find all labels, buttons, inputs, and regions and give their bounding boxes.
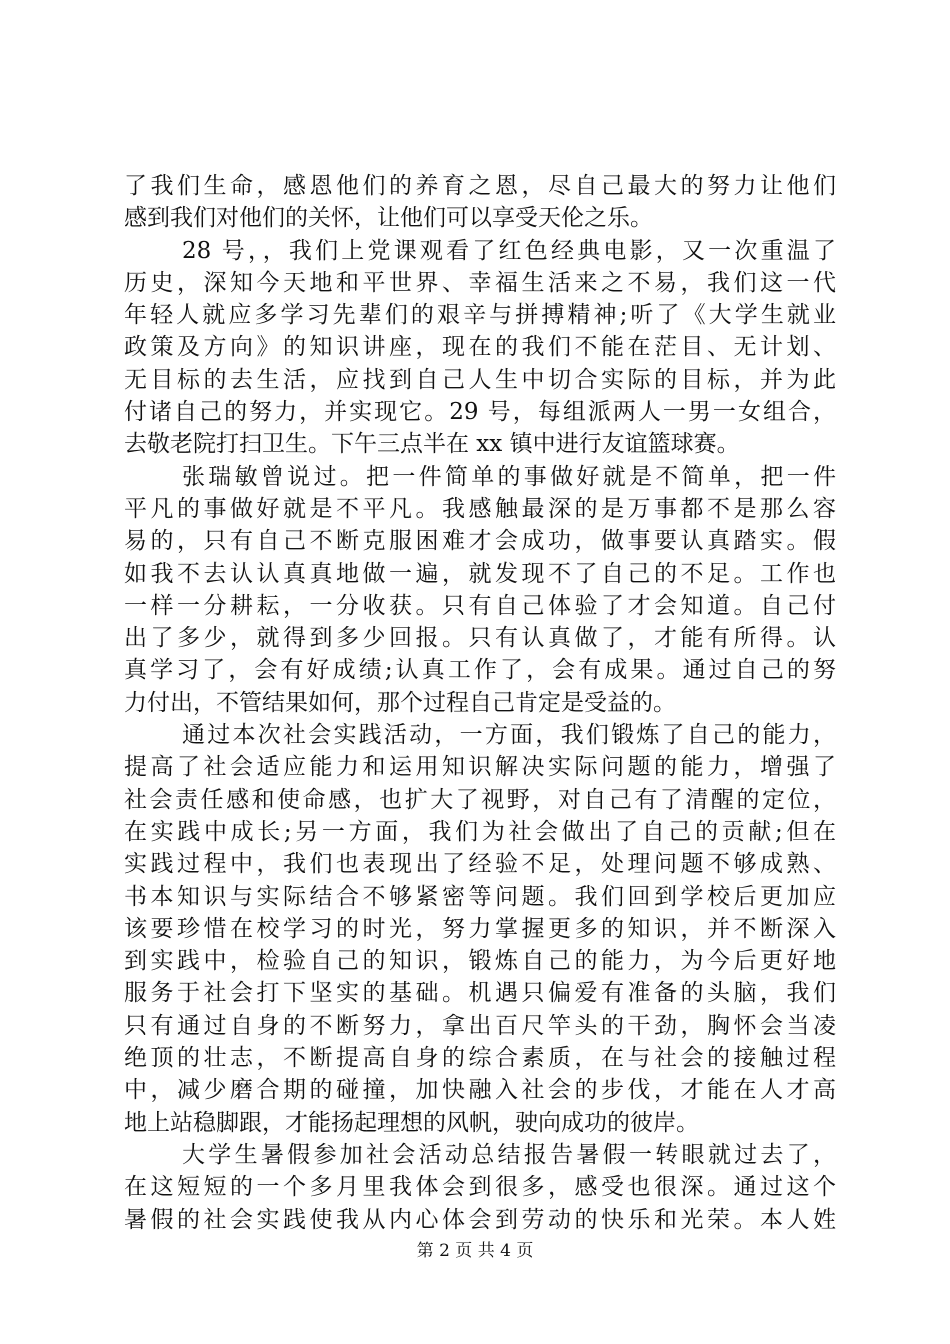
text-line: 去敬老院打扫卫生。下午三点半在 xx 镇中进行友谊篮球赛。 [124, 431, 740, 458]
text-line: 感到我们对他们的关怀，让他们可以享受天伦之乐。 [124, 205, 653, 232]
text-line: 一样一分耕耘，一分收获。只有自己体验了才会知道。自己付 [124, 592, 836, 619]
text-line: 平凡的事做好就是不平凡。我感触最深的是万事都不是那么容 [124, 495, 836, 522]
text-line: 易的，只有自己不断克服困难才会成功，做事要认真踏实。假 [124, 528, 836, 555]
text-line: 无目标的去生活，应找到自己人生中切合实际的目标，并为此 [124, 366, 836, 393]
text-line: 了我们生命，感恩他们的养育之恩，尽自己最大的努力让他们 [124, 173, 836, 199]
text-line: 出了多少，就得到多少回报。只有认真做了，才能有所得。认 [124, 625, 836, 652]
text-line: 暑假的社会实践使我从内心体会到劳动的快乐和光荣。本人姓 [124, 1206, 836, 1233]
text-line: 提高了社会适应能力和运用知识解决实际问题的能力，增强了 [124, 754, 836, 781]
text-line: 实践过程中，我们也表现出了经验不足，处理问题不够成熟、 [124, 851, 836, 878]
page-number: 第 2 页 共 4 页 [416, 1241, 534, 1261]
text-line: 历史，深知今天地和平世界、幸福生活来之不易，我们这一代 [124, 269, 836, 296]
text-line: 年轻人就应多学习先辈们的艰辛与拼搏精神;听了《大学生就业 [124, 302, 836, 329]
document-body [124, 170, 836, 1236]
text-line: 中，减少磨合期的碰撞，加快融入社会的步伐，才能在人才高 [124, 1077, 836, 1104]
text-line: 地上站稳脚跟，才能扬起理想的风帆，驶向成功的彼岸。 [124, 1109, 699, 1136]
text-line: 绝顶的壮志，不断提高自身的综合素质，在与社会的接触过程 [124, 1045, 836, 1072]
text-line: 张瑞敏曾说过。把一件简单的事做好就是不简单，把一件 [182, 463, 836, 490]
text-line: 付诸自己的努力，并实现它。29 号，每组派两人一男一女组合， [124, 399, 836, 426]
text-line: 政策及方向》的知识讲座，现在的我们不能在茫目、无计划、 [124, 334, 836, 361]
text-line: 力付出，不管结果如何，那个过程自己肯定是受益的。 [124, 689, 676, 716]
text-line: 28 号，，我们上党课观看了红色经典电影，又一次重温了 [182, 237, 836, 264]
text-line: 该要珍惜在校学习的时光，努力掌握更多的知识，并不断深入 [124, 915, 836, 942]
text-line: 到实践中，检验自己的知识，锻炼自己的能力，为今后更好地 [124, 948, 836, 975]
text-line: 通过本次社会实践活动，一方面，我们锻炼了自己的能力， [182, 722, 836, 749]
text-line: 书本知识与实际结合不够紧密等问题。我们回到学校后更加应 [124, 883, 836, 910]
text-line: 服务于社会打下坚实的基础。机遇只偏爱有准备的头脑，我们 [124, 980, 836, 1007]
text-line: 只有通过自身的不断努力，拿出百尺竿头的干劲，胸怀会当凌 [124, 1012, 836, 1039]
page-footer [0, 1240, 950, 1262]
text-line: 在实践中成长;另一方面，我们为社会做出了自己的贡献;但在 [124, 818, 836, 845]
text-line: 在这短短的一个多月里我体会到很多，感受也很深。通过这个 [124, 1174, 836, 1201]
text-line: 社会责任感和使命感，也扩大了视野，对自己有了清醒的定位， [124, 786, 836, 813]
text-line: 真学习了，会有好成绩;认真工作了，会有成果。通过自己的努 [124, 657, 836, 684]
text-line: 如我不去认认真真地做一遍，就发现不了自己的不足。工作也 [124, 560, 836, 587]
text-line: 大学生暑假参加社会活动总结报告暑假一转眼就过去了， [182, 1141, 836, 1168]
